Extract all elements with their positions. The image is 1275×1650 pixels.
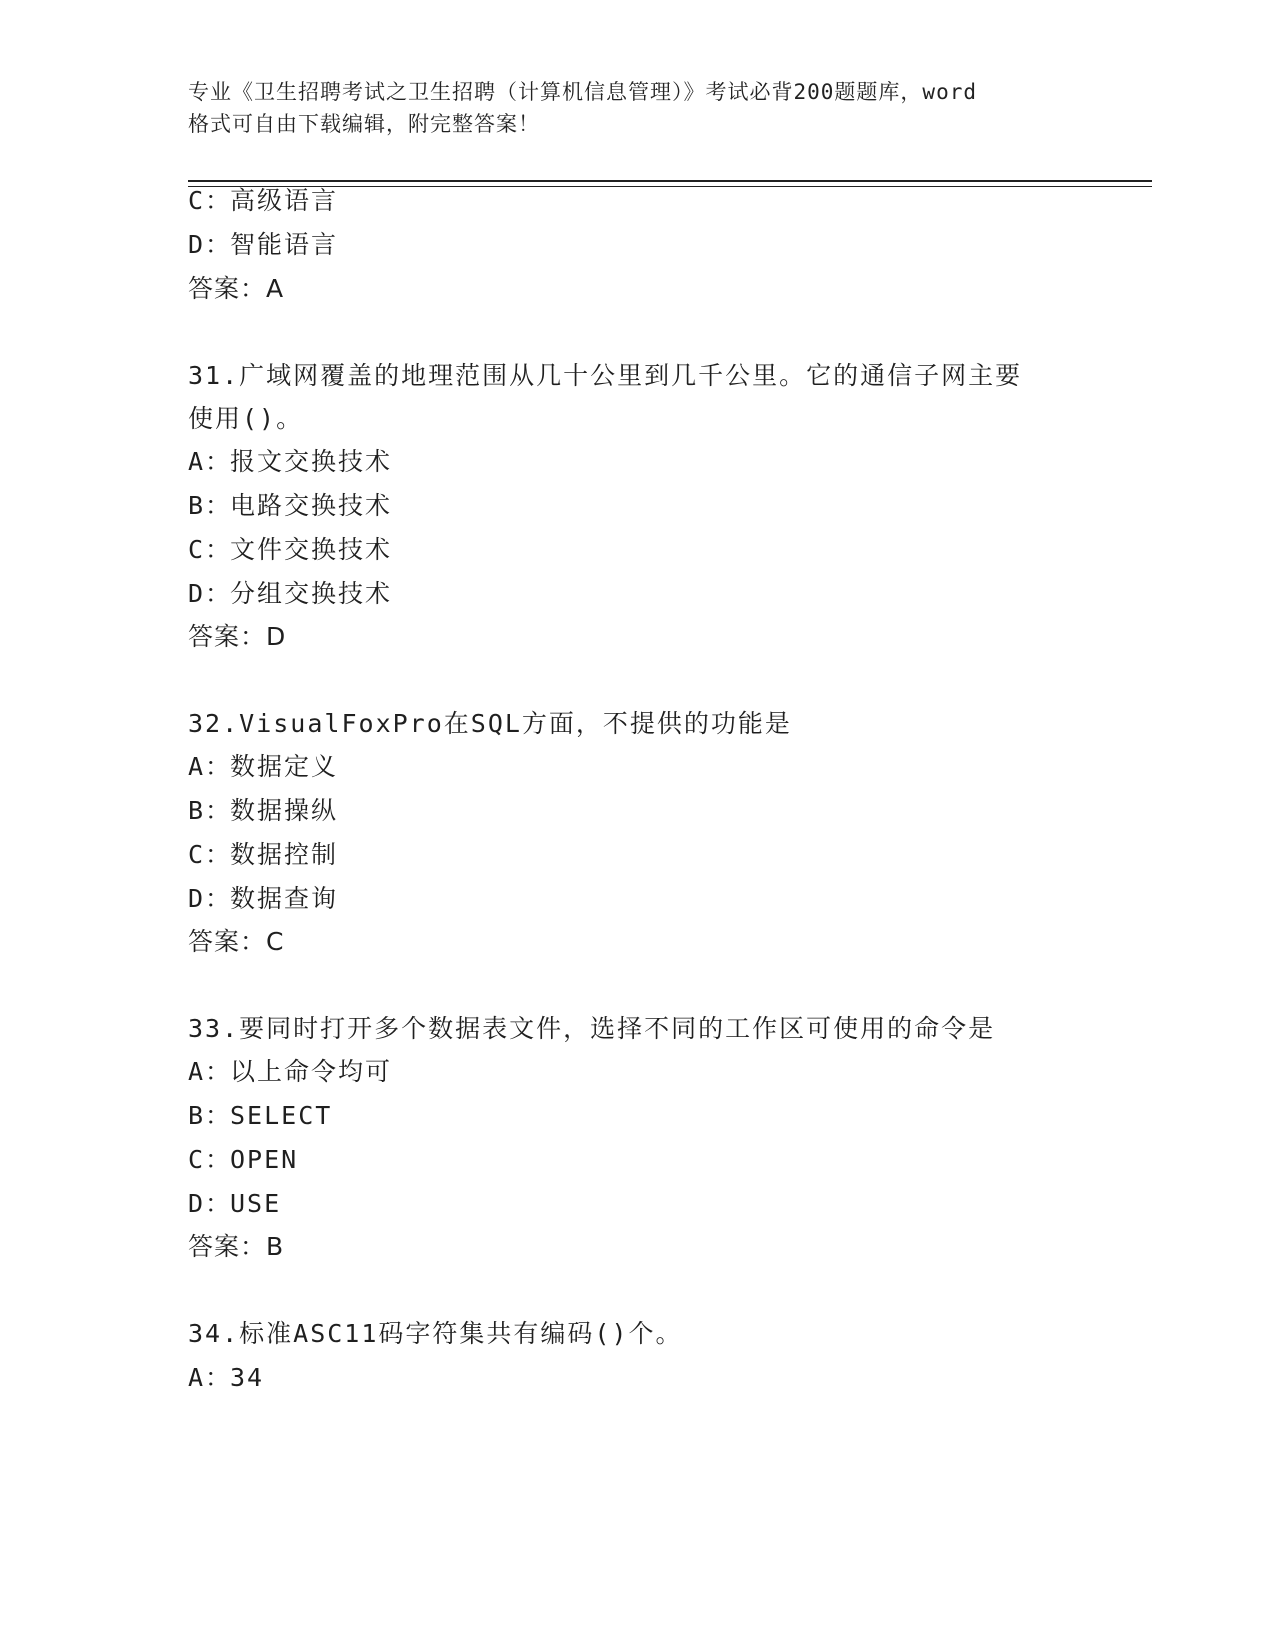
question-stem: 34.标准ASC11码字符集共有编码()个。 xyxy=(188,1319,683,1348)
option-label: C： xyxy=(188,840,233,869)
option-label: D： xyxy=(188,1189,233,1218)
option-line xyxy=(188,491,392,521)
option-text: 电路交换技术 xyxy=(230,491,393,520)
option-label: B： xyxy=(188,1101,233,1130)
option-text: 文件交换技术 xyxy=(230,535,393,564)
option-line xyxy=(188,884,338,914)
option-label: A： xyxy=(188,447,233,476)
option-label: D： xyxy=(188,884,233,913)
option-label: C： xyxy=(188,535,233,564)
answer-line: 答案：A xyxy=(188,274,285,303)
answer-line: 答案：B xyxy=(188,1232,285,1261)
option-label: A： xyxy=(188,1363,233,1392)
option-label: D： xyxy=(188,579,233,608)
option-line xyxy=(188,447,392,477)
option-text: 数据查询 xyxy=(230,884,339,913)
option-line xyxy=(188,1363,264,1393)
option-text: 34 xyxy=(230,1363,265,1392)
option-line xyxy=(188,1057,392,1087)
answer-line: 答案：C xyxy=(188,927,285,956)
option-text: 以上命令均可 xyxy=(230,1057,393,1086)
option-text: 数据定义 xyxy=(230,752,339,781)
option-text: 数据控制 xyxy=(230,840,339,869)
option-label: A： xyxy=(188,1057,233,1086)
option-text: 智能语言 xyxy=(230,230,339,259)
option-text: USE xyxy=(230,1189,282,1218)
question-stem: 32.VisualFoxPro在SQL方面，不提供的功能是 xyxy=(188,709,792,738)
option-line xyxy=(188,752,338,782)
question-stem: 31.广域网覆盖的地理范围从几十公里到几千公里。它的通信子网主要 xyxy=(188,361,1023,390)
option-line xyxy=(188,186,338,216)
option-text: 分组交换技术 xyxy=(230,579,393,608)
option-label: C： xyxy=(188,186,233,215)
option-line xyxy=(188,1189,281,1219)
option-line xyxy=(188,796,338,826)
header-divider-thick xyxy=(188,180,1152,182)
question-stem: 33.要同时打开多个数据表文件，选择不同的工作区可使用的命令是 xyxy=(188,1014,996,1043)
option-label: B： xyxy=(188,491,233,520)
option-label: B： xyxy=(188,796,233,825)
option-line xyxy=(188,1145,298,1175)
option-text: SELECT xyxy=(230,1101,333,1130)
option-line xyxy=(188,840,338,870)
option-text: 数据操纵 xyxy=(230,796,339,825)
answer-line: 答案：D xyxy=(188,622,287,651)
option-text: 报文交换技术 xyxy=(230,447,393,476)
header-line-1: 专业《卫生招聘考试之卫生招聘（计算机信息管理）》考试必背200题题库，word xyxy=(188,80,977,104)
option-line xyxy=(188,1101,332,1131)
option-line xyxy=(188,579,392,609)
option-line xyxy=(188,230,338,260)
option-label: A： xyxy=(188,752,233,781)
header-line-2: 格式可自由下载编辑，附完整答案！ xyxy=(188,112,540,136)
option-text: OPEN xyxy=(230,1145,299,1174)
option-line xyxy=(188,535,392,565)
option-label: C： xyxy=(188,1145,233,1174)
document-header xyxy=(188,76,1108,140)
option-text: 高级语言 xyxy=(230,186,339,215)
option-label: D： xyxy=(188,230,233,259)
question-stem: 使用()。 xyxy=(188,404,304,433)
